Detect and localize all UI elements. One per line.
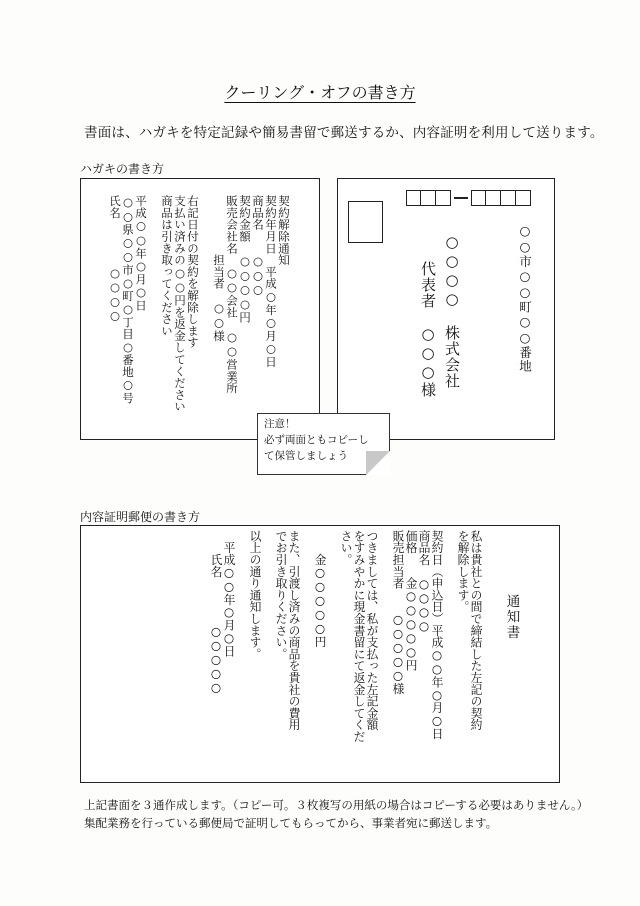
text-column: 平成○○年○月○日 [134,195,148,312]
stamp-box [348,201,383,243]
text-column [234,530,247,776]
text-column: 氏名 ○○○○○ [209,530,223,695]
text-column: 販売担当者 ○○○○○様 [391,530,405,695]
text-column: 契約解除通知 [277,195,291,266]
text-column [442,530,455,776]
text-column: また、引渡し済みの商品を貴社の費用 [287,530,301,731]
letter-body [208,530,481,776]
text-column: 販売会社名 ○○会社 ○○営業所 [225,195,239,394]
text-column: 商品は引き取ってください [160,195,174,337]
text-column: 氏名 ○○○○ [108,195,122,323]
postal-dash [454,197,468,199]
warning-note: 注意！ 必ず両面ともコピーし て保管しましょう [257,413,390,475]
text-column: 価格 金○○○○○円 [404,530,418,671]
text-column: 支払い済みの○○円を返金してください [173,195,187,413]
recipient-name: 代表者 ○○○様 [419,261,437,398]
certified-section-label: 内容証明郵便の書き方 [80,510,201,524]
text-column: 私は貴社との間で締結した左記の契約 [469,530,483,731]
footer-line-2: 集配業務を行っている郵便局で証明してもらってから、事業者宛に郵送します。 [84,816,498,830]
text-column: つきましては、私が支払った左記金額 [365,530,379,731]
text-column [377,530,390,776]
text-column: 以上の通り通知します。 [248,530,262,660]
text-column: 契約年月日 平成○年○月○日 [264,195,278,368]
note-folded-corner [366,451,390,475]
text-column: 契約金額 ○○○○円 [238,195,252,323]
text-column [146,195,159,427]
recipient-address: ○○市○○町○○番地 [517,223,533,373]
text-column: を解除します。 [456,530,470,613]
postcard-section-label: ハガキの書き方 [80,162,165,176]
text-column: 商品名 ○○○○ [417,530,431,634]
postcard-back [80,178,320,440]
footer-line-1: 上記書面を３通作成します。（コピー可。３枚複写の用紙の場合はコピーする必要はありません。） [84,798,589,812]
text-column: でお引き取りください。 [274,530,288,660]
text-column: 金○○○○○円 [313,530,327,648]
text-column: 平成○○年○月○日 [222,530,236,657]
text-column: 右記日付の契約を解除します [186,195,200,349]
text-column: ○○県○○市○町○丁目○番地○号 [121,195,135,404]
certified-letter [80,525,560,783]
letter-heading: 通知書 [503,594,520,641]
text-column: 担当者 ○○様 [212,195,226,342]
text-column [325,530,338,776]
text-column: 契約日（申込日）平成○○年○月○日 [430,530,444,740]
intro-text: 書面は、ハガキを特定記録や簡易書留で郵送するか、内容証明を利用して送ります。 [84,125,604,141]
text-column: をすみやかに現金書留にて返金してくだ [352,530,366,743]
text-column [198,195,211,427]
text-column: 商品名 ○○○ [251,195,265,297]
postcard-front [337,178,555,440]
text-column: さい。 [339,530,353,566]
recipient-company: ○○○○ 株式会社 [443,233,461,389]
text-column [260,530,273,776]
text-column [299,530,312,776]
page-title: クーリング・オフの書き方 [224,83,416,102]
postal-code-boxes [406,190,531,206]
postcard-back-text [107,195,289,427]
